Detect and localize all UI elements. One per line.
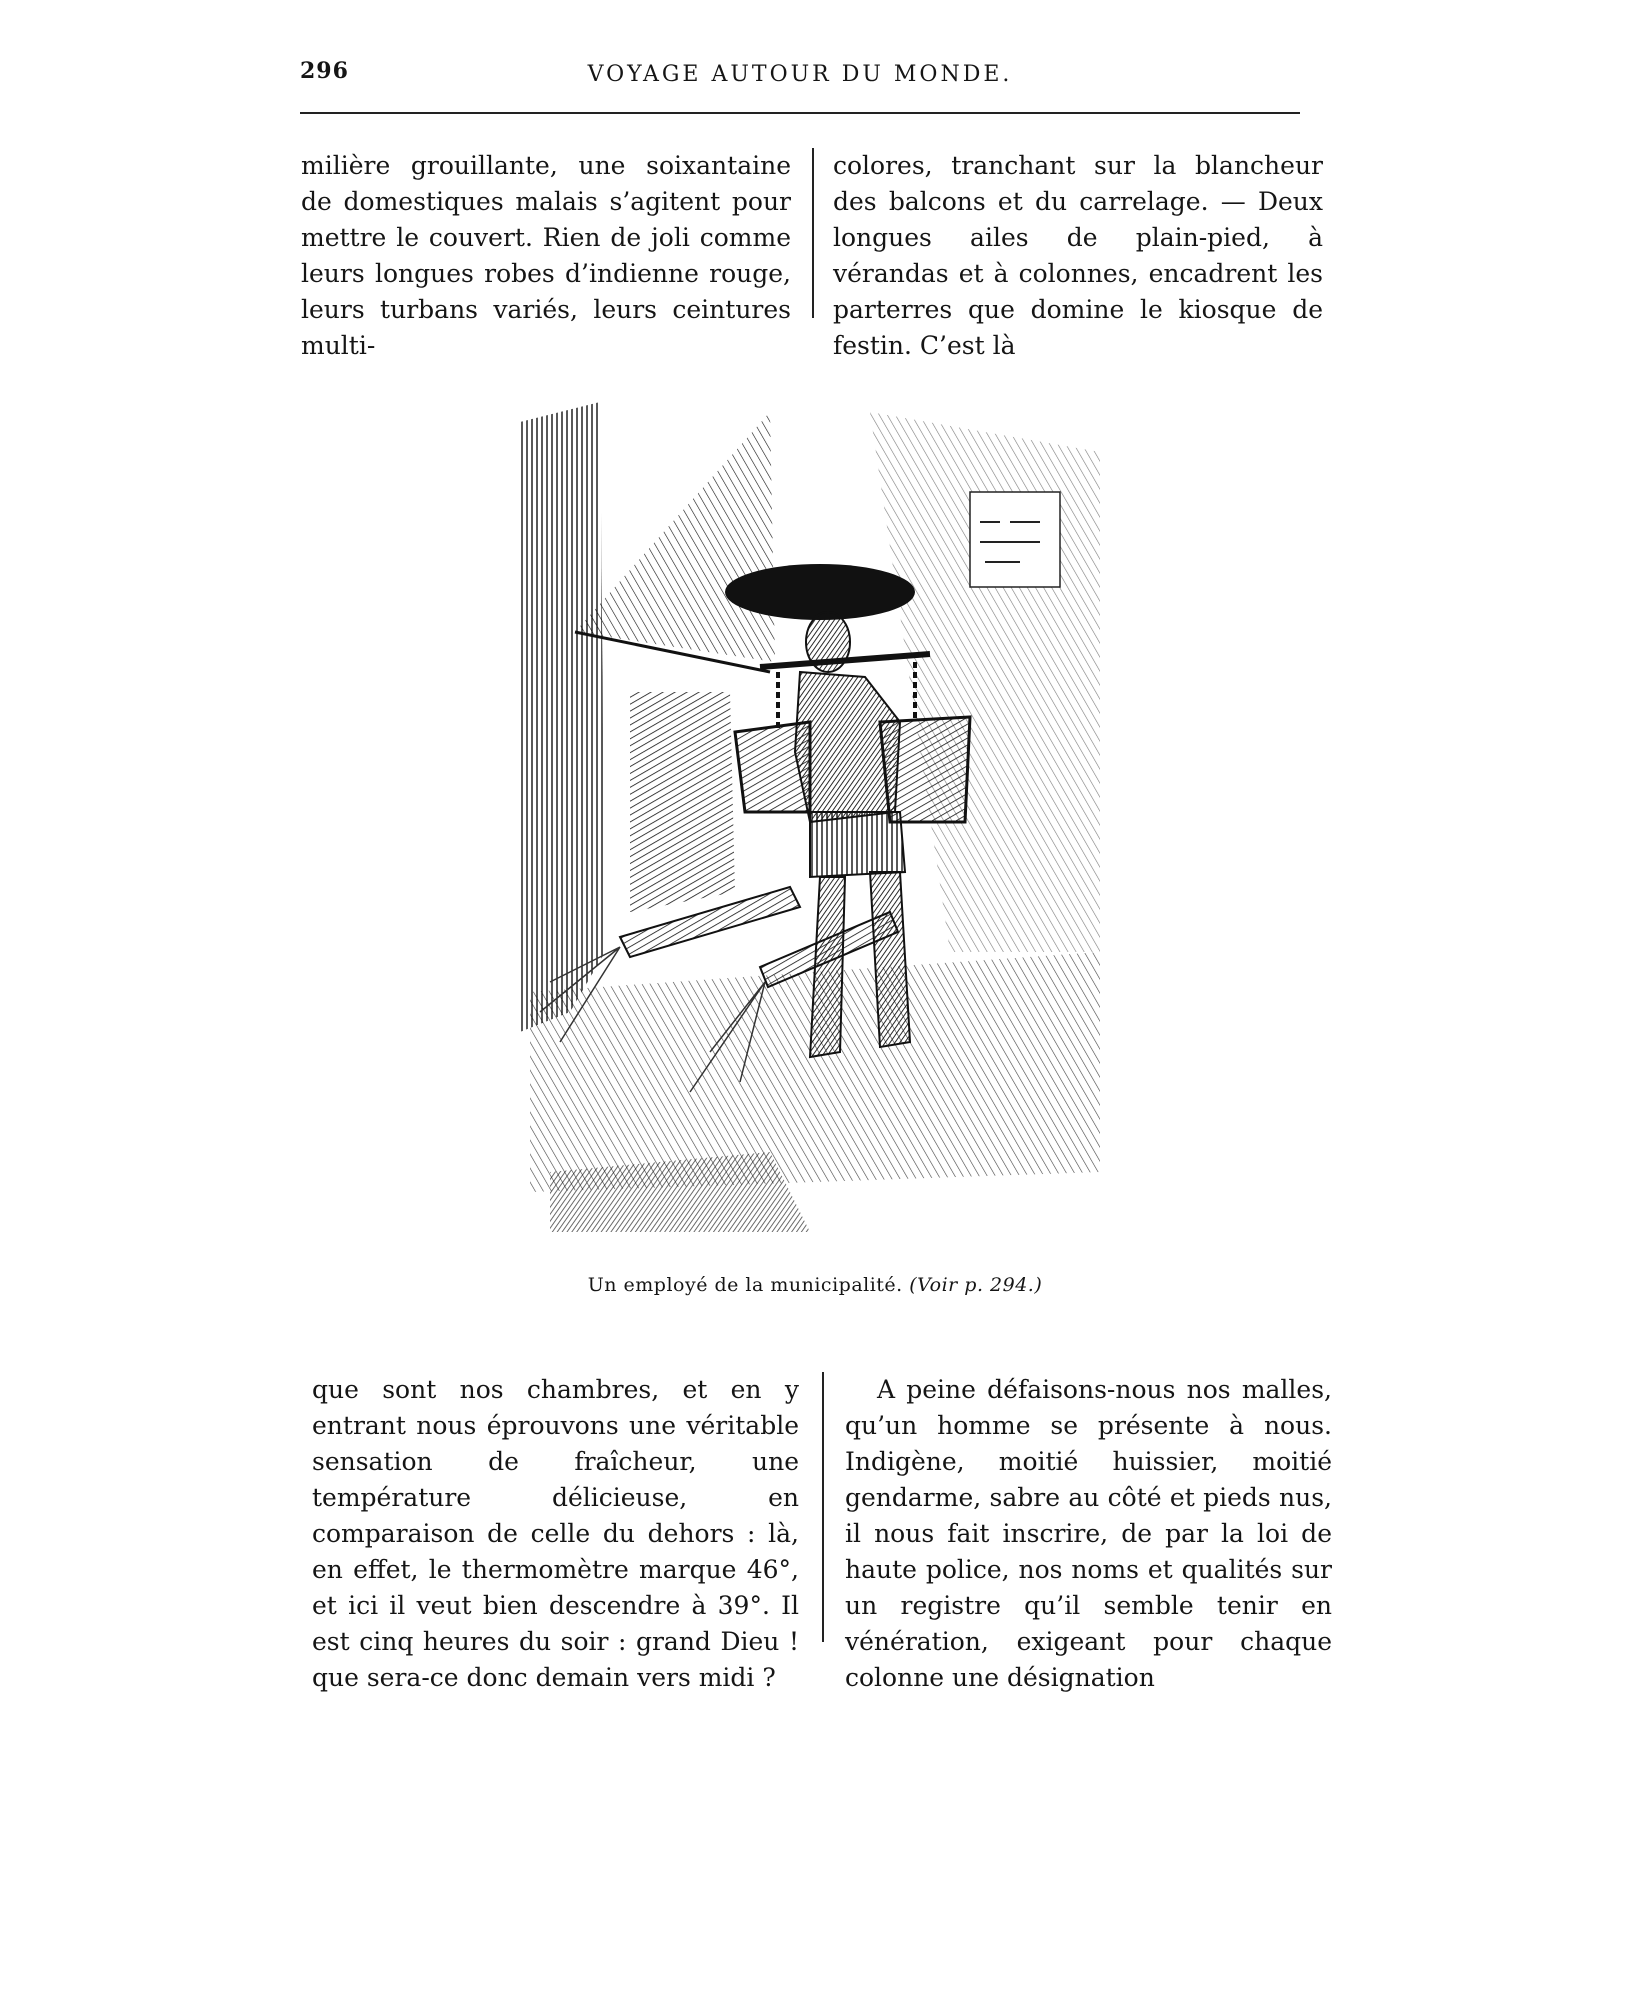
engraving-illustration [510,392,1110,1242]
paragraph: colores, tranchant sur la blancheur des balcons et du carrelage. — Deux longues ailes de plain-pied, à vérandas et à colonnes, encadrent les parterres que domine le kiosque de festin. C’est là [833,151,1323,360]
figure-shorts [810,812,905,877]
column-divider [822,1372,824,1642]
left-wall [520,402,605,1032]
bottom-left-column [312,1372,799,1696]
top-left-column [301,148,791,364]
figure-caption [400,1274,1230,1296]
doorway [630,692,735,912]
hat [725,564,915,620]
caption-reference: (Voir p. 294.) [909,1274,1043,1296]
page-number: 296 [300,58,349,84]
running-title: VOYAGE AUTOUR DU MONDE. [587,62,1013,87]
paragraph: que sont nos chambres, et en y entrant nous éprouvons une véritable sensation de fraîcheur, une température délicieuse, en comparaison de celle du dehors : là, en effet, le thermomètre marque 46°, et ici il veut bien descendre à 39°. Il est cinq heures du soir : grand Dieu ! que sera-ce donc demain vers midi ? [312,1375,799,1692]
wall-notice [970,492,1060,587]
caption-text: Un employé de la municipalité. [587,1274,903,1296]
bucket-right [880,717,970,822]
header-rule [300,112,1300,114]
paragraph: A peine défaisons-nous nos malles, qu’un homme se présente à nous. Indigène, moitié huissier, moitié gendarme, sabre au côté et pieds nus, il nous fait inscrire, de par la loi de haute police, nos noms et qualités sur un registre qu’il semble tenir en vénération, exigeant pour chaque colonne une désignation [845,1375,1332,1692]
bucket-left [735,722,810,812]
column-divider [812,148,814,318]
top-right-column [833,148,1323,364]
paragraph: milière grouillante, une soixantaine de domestiques malais s’agitent pour mettre le couvert. Rien de joli comme leurs longues robes d’indienne rouge, leurs turbans variés, leurs ceintures multi- [301,151,791,360]
awning [575,412,775,662]
bottom-right-column [845,1372,1332,1696]
page-header [300,58,1300,98]
